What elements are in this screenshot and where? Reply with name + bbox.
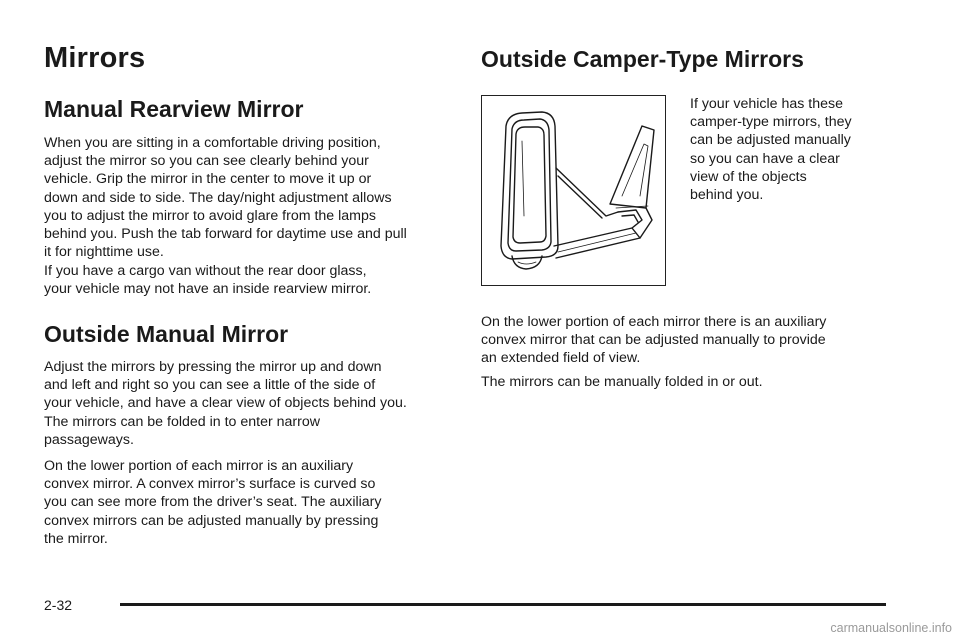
rearview-paragraph-2: [44, 262, 456, 298]
camper-mirror-icon: [482, 96, 664, 284]
text-line: and left and right so you can see a little of the side of: [44, 377, 376, 394]
camper-mirror-illustration: [481, 95, 666, 286]
text-line: convex mirror that can be adjusted manually to provide: [481, 332, 826, 349]
watermark: carmanualsonline.info: [830, 621, 952, 635]
text-line: If you have a cargo van without the rear door glass,: [44, 263, 367, 279]
text-line: If your vehicle has these: [690, 96, 843, 112]
text-line: down and side to side. The day/night adjustment allows: [44, 189, 392, 206]
text-line: view of the objects: [690, 168, 807, 185]
text-line: so you can have a clear: [690, 150, 840, 167]
text-line: your vehicle, and have a clear view of objects behind you.: [44, 395, 407, 412]
heading-outside-manual-mirror: Outside Manual Mirror: [44, 321, 289, 347]
heading-manual-rearview-mirror: Manual Rearview Mirror: [44, 96, 304, 122]
page-title: Mirrors: [44, 42, 146, 74]
text-line: On the lower portion of each mirror is an auxiliary: [44, 458, 354, 474]
heading-outside-camper-type-mirrors: Outside Camper-Type Mirrors: [481, 46, 804, 72]
text-line: The mirrors can be manually folded in or out.: [481, 374, 763, 390]
text-line: it for nighttime use.: [44, 244, 164, 261]
outside-manual-paragraph-2: [44, 457, 456, 548]
text-line: adjust the mirror so you can see clearly behind your: [44, 153, 369, 170]
text-line: On the lower portion of each mirror there is an auxiliary: [481, 314, 827, 330]
text-line: vehicle. Grip the mirror in the center to move it up or: [44, 171, 372, 188]
outside-manual-paragraph-1: [44, 358, 456, 449]
camper-side-text: [690, 95, 890, 204]
text-line: behind you.: [690, 187, 764, 204]
text-line: the mirror.: [44, 530, 108, 547]
text-line: you can see more from the driver’s seat. The auxiliary: [44, 494, 382, 511]
text-line: behind you. Push the tab forward for daytime use and pull: [44, 226, 407, 243]
text-line: passageways.: [44, 431, 134, 448]
text-line: can be adjusted manually: [690, 132, 851, 149]
text-line: you to adjust the mirror to avoid glare from the lamps: [44, 207, 376, 224]
footer-divider: [120, 603, 886, 606]
text-line: an extended field of view.: [481, 350, 641, 367]
text-line: your vehicle may not have an inside rearview mirror.: [44, 281, 372, 298]
page-number: 2-32: [44, 597, 73, 613]
camper-paragraph-1: [481, 313, 893, 368]
text-line: convex mirror. A convex mirror’s surface is curved so: [44, 476, 376, 493]
text-line: When you are sitting in a comfortable driving position,: [44, 135, 381, 151]
camper-paragraph-2: [481, 373, 893, 391]
text-line: Adjust the mirrors by pressing the mirror up and down: [44, 359, 382, 375]
rearview-paragraph-1: [44, 134, 456, 261]
text-line: camper-type mirrors, they: [690, 114, 852, 131]
text-line: The mirrors can be folded in to enter narrow: [44, 413, 320, 430]
text-line: convex mirrors can be adjusted manually by pressing: [44, 512, 379, 529]
